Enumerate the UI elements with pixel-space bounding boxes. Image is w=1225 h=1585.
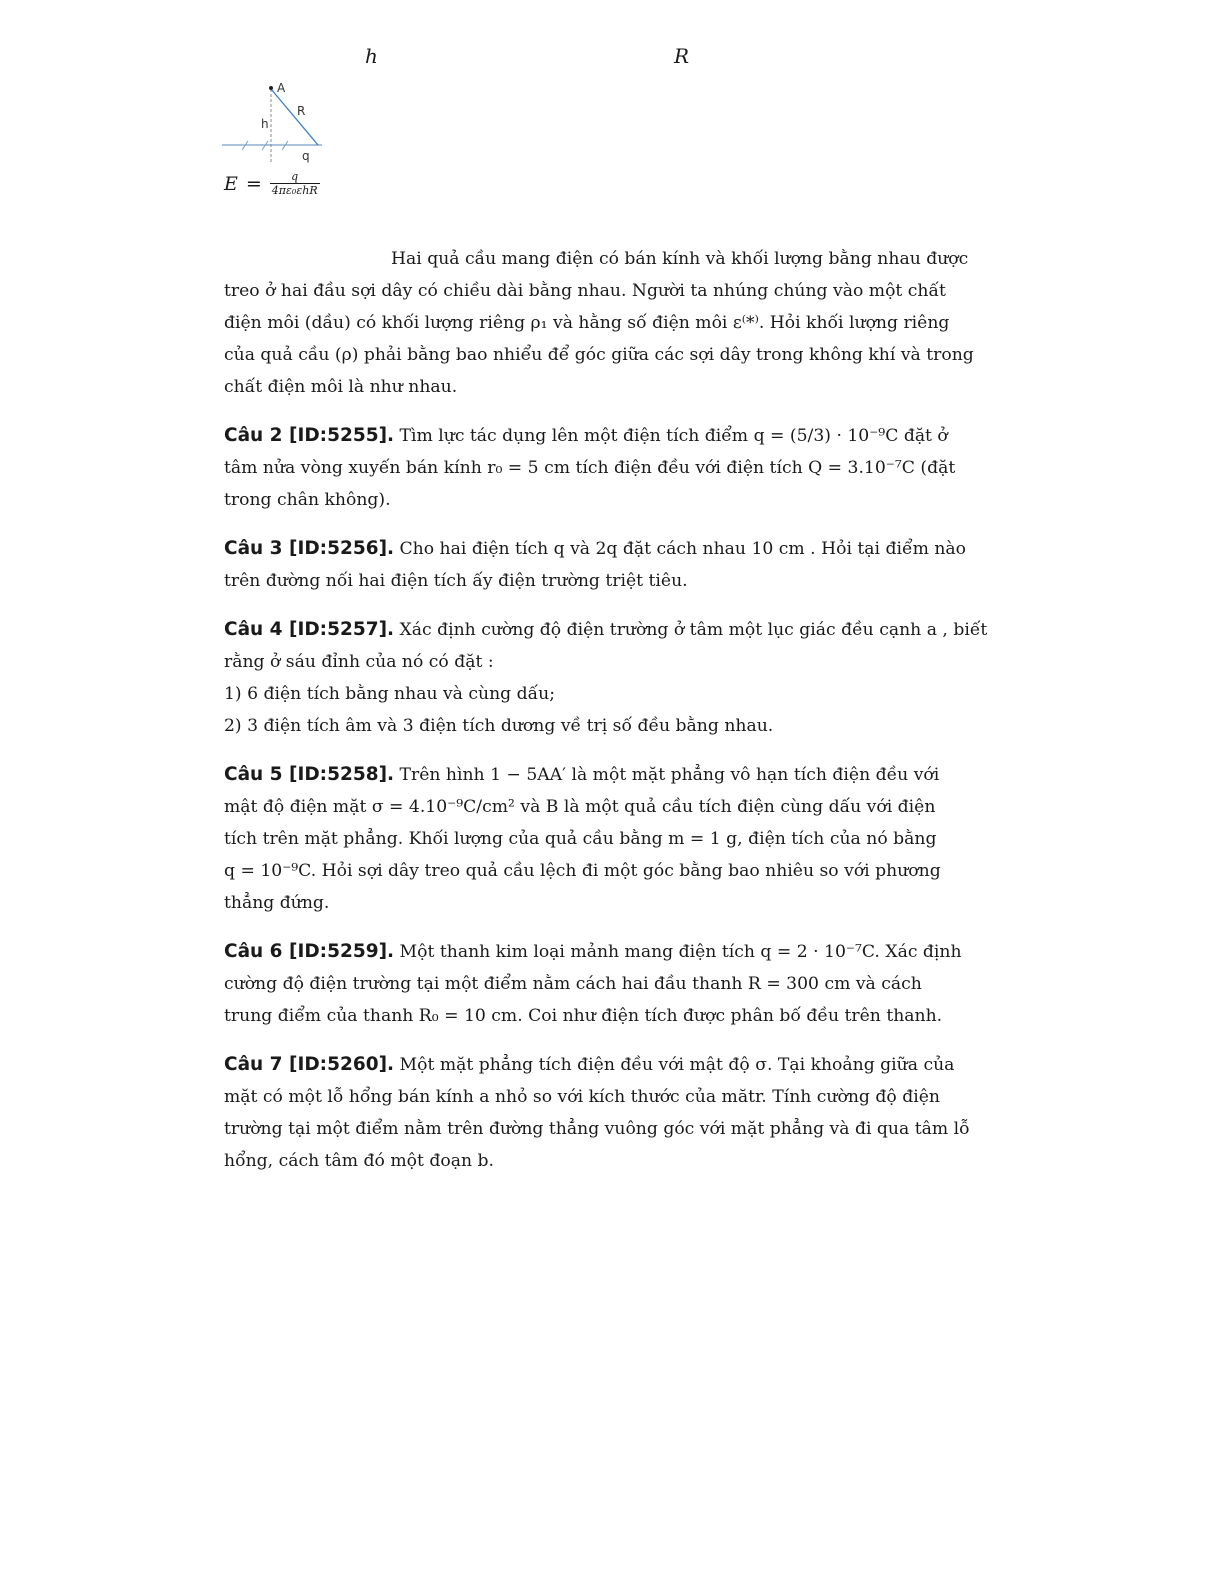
question-label: Câu 7 [ID:5260]. [224, 1054, 395, 1075]
question-1 [224, 243, 974, 403]
question-line: Trên hình 1 − 5AA′ là một mặt phẳng vô hạn tích điện đều với [394, 765, 940, 785]
point-a-label: A [277, 81, 286, 95]
question-line: Cho hai điện tích q và 2q đặt cách nhau 10 cm . Hỏi tại điểm nào [394, 539, 967, 559]
question-label: Câu 2 [ID:5255]. [224, 425, 395, 446]
question-line: 2) 3 điện tích âm và 3 điện tích dương về trị số đều bằng nhau. [224, 716, 774, 736]
question-2 [224, 420, 964, 516]
field-formula [224, 170, 320, 198]
r-label: R [297, 104, 306, 118]
header-variable-r: R [674, 44, 690, 68]
formula-fraction [270, 170, 320, 198]
question-label: Câu 4 [ID:5257]. [224, 619, 395, 640]
question-line: trung điểm của thanh R₀ = 10 cm. Coi như điện tích được phân bố đều trên thanh. [224, 1006, 943, 1026]
question-line: thẳng đứng. [224, 893, 330, 913]
question-line: Một thanh kim loại mảnh mang điện tích q = 2 · 10⁻⁷C. Xác định [394, 942, 962, 962]
question-line: 1) 6 điện tích bằng nhau và cùng dấu; [224, 684, 556, 704]
question-first-line [224, 936, 964, 968]
question-first-line [224, 420, 964, 452]
question-line: tích trên mặt phẳng. Khối lượng của quả cầu bằng m = 1 g, điện tích của nó bằng [224, 829, 937, 849]
question-7 [224, 1049, 970, 1177]
point-a-dot [269, 86, 273, 90]
question-first-line [224, 614, 988, 646]
question-line: cường độ điện trường tại một điểm nằm cách hai đầu thanh R = 300 cm và cách [224, 974, 922, 994]
question-line: q = 10⁻⁹C. Hỏi sợi dây treo quả cầu lệch đi một góc bằng bao nhiêu so với phương [224, 861, 941, 881]
question-line: mặt có một lỗ hổng bán kính a nhỏ so với kích thước của mătr. Tính cường độ điện [224, 1087, 940, 1107]
question-label: Câu 3 [ID:5256]. [224, 538, 395, 559]
question-line: trường tại một điểm nằm trên đường thẳng vuông góc với mặt phẳng và đi qua tâm lỗ [224, 1119, 970, 1139]
question-6 [224, 936, 964, 1032]
question-line: điện môi (dầu) có khối lượng riêng ρ₁ và hằng số điện môi ε⁽*⁾. Hỏi khối lượng riêng [224, 313, 950, 333]
question-line: Một mặt phẳng tích điện đều với mật độ σ. Tại khoảng giữa của [394, 1055, 955, 1075]
question-label: Câu 6 [ID:5259]. [224, 941, 395, 962]
question-line: tâm nửa vòng xuyến bán kính r₀ = 5 cm tích điện đều với điện tích Q = 3.10⁻⁷C (đặt [224, 458, 956, 478]
question-line: Hai quả cầu mang điện có bán kính và khối lượng bằng nhau được [391, 249, 969, 269]
question-line: trong chân không). [224, 490, 391, 510]
question-line: treo ở hai đầu sợi dây có chiều dài bằng nhau. Người ta nhúng chúng vào một chất [224, 281, 946, 301]
formula-numerator: q [291, 170, 299, 183]
question-line: mật độ điện mặt σ = 4.10⁻⁹C/cm² và B là một quả cầu tích điện cùng dấu với điện [224, 797, 936, 817]
question-line: chất điện môi là như nhau. [224, 377, 458, 397]
distance-line [271, 89, 318, 145]
question-first-line [224, 533, 967, 565]
question-line: của quả cầu (ρ) phải bằng bao nhiểu để góc giữa các sợi dây trong không khí và trong [224, 345, 974, 365]
questions-list [224, 243, 988, 1194]
charged-rod-figure [222, 74, 332, 164]
formula-equals: = [245, 173, 262, 195]
q-label: q [302, 149, 310, 163]
question-4 [224, 614, 988, 742]
question-3 [224, 533, 967, 597]
question-5 [224, 759, 964, 919]
question-line: rằng ở sáu đỉnh của nó có đặt : [224, 652, 494, 672]
question-first-line [224, 759, 964, 791]
question-first-line [224, 1049, 964, 1081]
question-label: Câu 5 [ID:5258]. [224, 764, 395, 785]
question-line: trên đường nối hai điện tích ấy điện trường triệt tiêu. [224, 571, 688, 591]
question-line: Tìm lực tác dụng lên một điện tích điểm q = (5/3) · 10⁻⁹C đặt ở [394, 426, 948, 446]
question-line: Xác định cường độ điện trường ở tâm một lục giác đều cạnh a , biết [394, 620, 988, 640]
h-label: h [261, 117, 269, 131]
formula-lhs: E [224, 173, 238, 195]
question-line: hổng, cách tâm đó một đoạn b. [224, 1151, 494, 1171]
header-variable-h: h [365, 44, 378, 68]
formula-denominator: 4πε₀εhR [271, 184, 318, 197]
